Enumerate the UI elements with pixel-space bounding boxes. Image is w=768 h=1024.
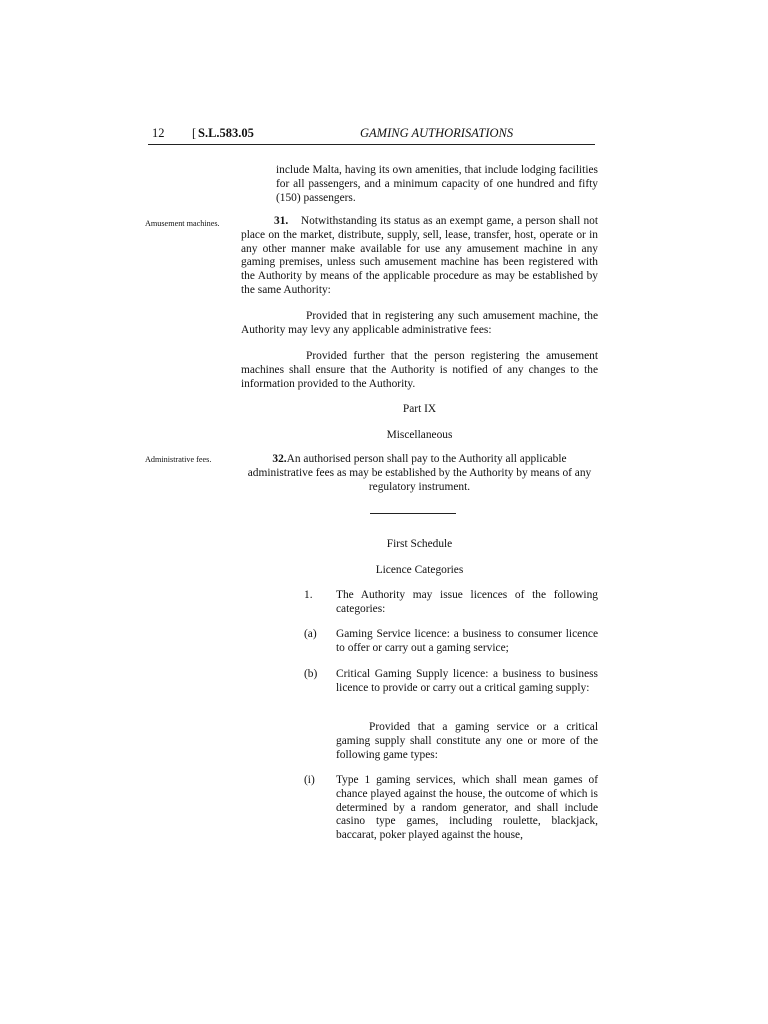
item-a-text: Gaming Service licence: a business to consumer licence to offer or carry out a gaming service; (336, 628, 598, 654)
part-subheading: Miscellaneous (386, 429, 453, 441)
section-31-text: Notwithstanding its status as an exempt game, a person shall not place on the market, distribute, supply, sell, lease, transfer, host, operate or in any other manner make available for use any amusement machine in any gaming premises, unless such amusement machine has been registered with the Authority by means of the applicable procedure as may be established by the same Authority: (241, 215, 598, 296)
item-i-text: Type 1 gaming services, which shall mean games of chance played against the house, the outcome of which is determined by a random generator, and shall include casino type games, including roulette, blackjack, baccarat, poker played against the house, (336, 774, 598, 842)
header-rule (148, 144, 595, 145)
schedule-heading: First Schedule (386, 538, 453, 550)
section-31-proviso-2: Provided further that the person registering the amusement machines shall ensure that the Authority is notified of any changes to the information provided to the Authority. (241, 350, 598, 390)
item-1-number: 1. (304, 589, 313, 601)
page-number: 12 (152, 126, 165, 140)
section-32-number: 32. (272, 453, 287, 465)
item-b-number: (b) (304, 668, 318, 680)
schedule-divider (370, 513, 456, 514)
header-bracket: [ (192, 126, 197, 140)
header-reference: S.L.583.05 (198, 126, 254, 140)
item-b-text: Critical Gaming Supply licence: a business to business licence to provide or carry out a critical gaming supply: (336, 668, 598, 694)
item-1-text: The Authority may issue licences of the following categories: (336, 589, 598, 615)
section-32-text: An authorised person shall pay to the Authority all applicable administrative fees as may be established by the Authority by means of any regulatory instrument. (247, 453, 592, 493)
section-32-paragraph (241, 453, 598, 494)
schedule-subheading: Licence Categories (375, 564, 464, 576)
section-31-number: 31. (274, 215, 289, 227)
header-title: GAMING AUTHORISATIONS (360, 126, 514, 140)
margin-note-amusement-machines: Amusement machines. (145, 219, 220, 228)
schedule-proviso: Provided that a gaming service or a critical gaming supply shall constitute any one or more of the following game types: (336, 721, 598, 761)
item-i-number: (i) (304, 774, 315, 786)
item-a-number: (a) (304, 628, 317, 640)
continuation-paragraph: include Malta, having its own amenities, that include lodging facilities for all passengers, and a minimum capacity of one hundred and fifty (150) passengers. (276, 164, 598, 204)
section-31-proviso-1: Provided that in registering any such amusement machine, the Authority may levy any applicable administrative fees: (241, 310, 598, 336)
part-heading: Part IX (402, 403, 437, 415)
margin-note-administrative-fees: Administrative fees. (145, 455, 212, 464)
section-31-paragraph (241, 215, 598, 298)
